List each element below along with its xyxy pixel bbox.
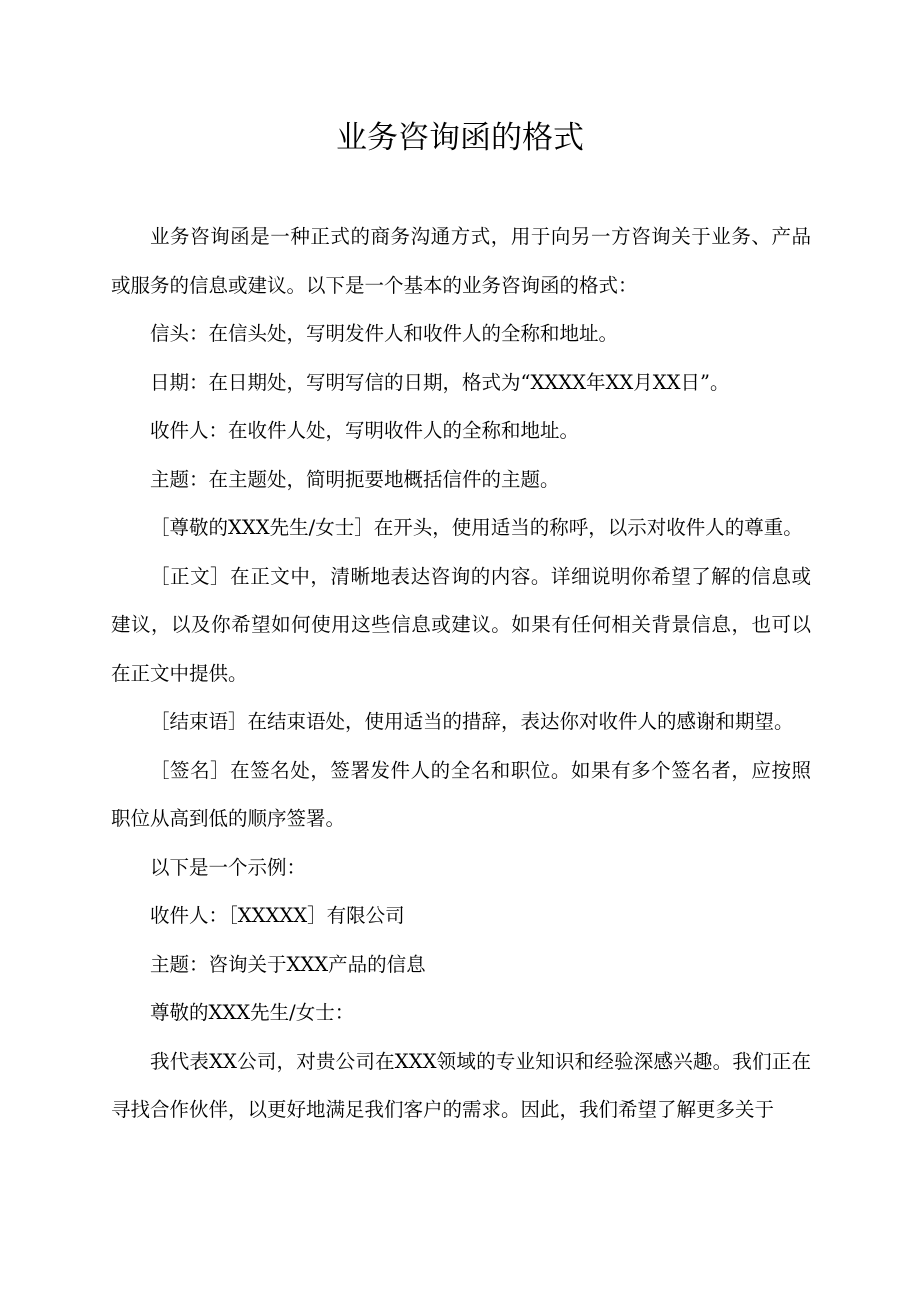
paragraph-closing: ［结束语］在结束语处，使用适当的措辞，表达你对收件人的感谢和期望。 xyxy=(150,710,794,733)
paragraph-body: ［正文］在正文中，清晰地表达咨询的内容。详细说明你希望了解的信息或建议，以及你希望如何使用这些信息或建议。如果有任何相关背景信息，也可以在正文中提供。 xyxy=(111,564,811,685)
paragraph-intro: 业务咨询函是一种正式的商务沟通方式，用于向另一方咨询关于业务、产品或服务的信息或建议。以下是一个基本的业务咨询函的格式： xyxy=(111,225,811,297)
paragraph-salutation: ［尊敬的XXX先生/女士］在开头，使用适当的称呼，以示对收件人的尊重。 xyxy=(150,516,803,539)
document-title: 业务咨询函的格式 xyxy=(336,120,584,156)
paragraph-subject: 主题：在主题处，简明扼要地概括信件的主题。 xyxy=(150,467,560,491)
paragraph-date: 日期：在日期处，写明写信的日期，格式为“XXXX年XX月XX日”。 xyxy=(150,370,730,394)
document-body xyxy=(111,213,811,1135)
paragraph-example-subject: 主题：咨询关于XXX产品的信息 xyxy=(150,952,426,976)
paragraph-example-body: 我代表XX公司，对贵公司在XXX领域的专业知识和经验深感兴趣。我们正在寻找合作伙伴，以更好地满足我们客户的需求。因此，我们希望了解更多关于 xyxy=(111,1049,811,1121)
paragraph-example-intro: 以下是一个示例： xyxy=(150,855,307,879)
paragraph-signature: ［签名］在签名处，签署发件人的全名和职位。如果有多个签名者，应按照职位从高到低的顺序签署。 xyxy=(111,758,811,830)
paragraph-example-recipient: 收件人：［XXXXX］有限公司 xyxy=(150,904,405,927)
paragraph-recipient: 收件人：在收件人处，写明收件人的全称和地址。 xyxy=(150,419,580,442)
paragraph-example-salutation: 尊敬的XXX先生/女士： xyxy=(150,1001,355,1024)
paragraph-letterhead: 信头：在信头处，写明发件人和收件人的全称和地址。 xyxy=(150,322,619,345)
